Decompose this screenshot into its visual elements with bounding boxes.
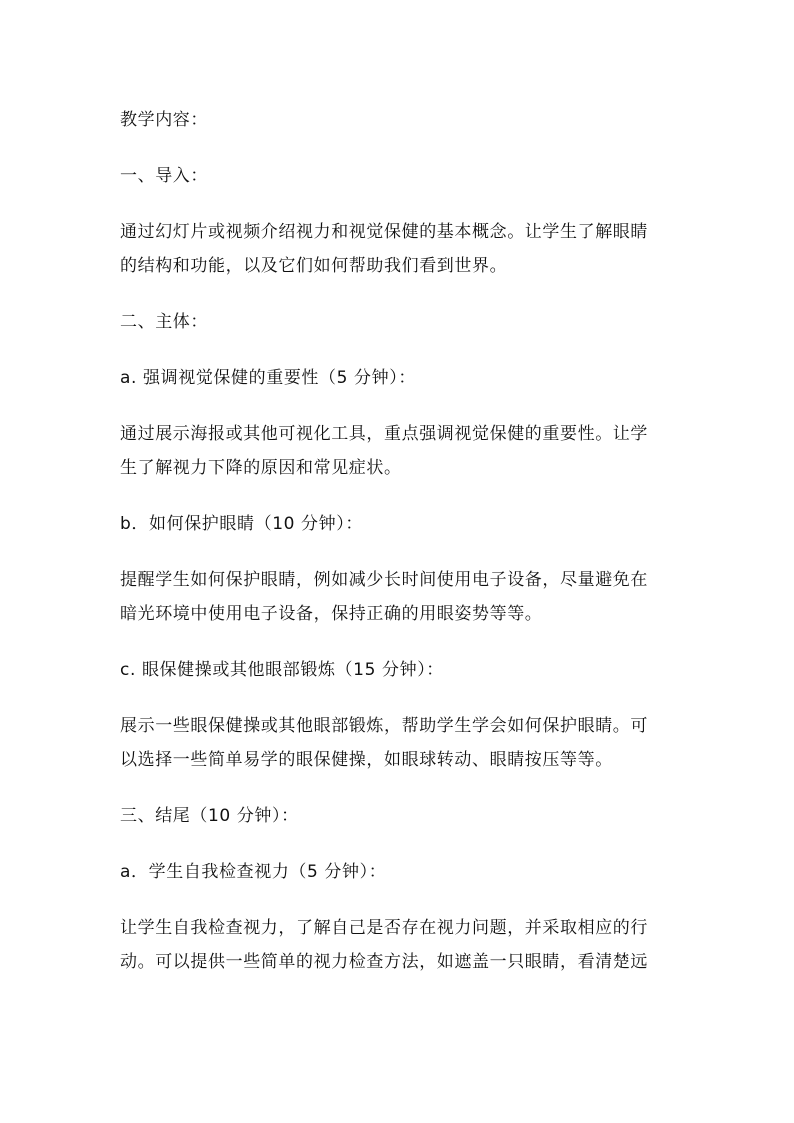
paragraph-protect-eyes [120, 563, 680, 631]
subheading-c-eye-exercises: c. 眼保健操或其他眼部锻炼（15 分钟）： [120, 660, 444, 680]
paragraph-self-check [120, 911, 680, 979]
paragraph-line: 提醒学生如何保护眼睛，例如减少长时间使用电子设备，尽量避免在 [120, 570, 648, 590]
paragraph-eye-exercises [120, 709, 680, 777]
subheading-a-self-check: a．学生自我检查视力（5 分钟）： [120, 862, 387, 882]
paragraph-introduction [120, 215, 680, 283]
section-heading-teaching-content: 教学内容： [120, 110, 208, 130]
section-heading-introduction: 一、导入： [120, 166, 208, 186]
paragraph-line: 让学生自我检查视力，了解自己是否存在视力问题，并采取相应的行 [120, 918, 648, 938]
paragraph-line: 通过展示海报或其他可视化工具，重点强调视觉保健的重要性。让学 [120, 424, 648, 444]
section-heading-conclusion: 三、结尾（10 分钟）： [120, 806, 299, 826]
section-heading-main-body: 二、主体： [120, 312, 208, 332]
paragraph-line: 的结构和功能，以及它们如何帮助我们看到世界。 [120, 256, 508, 276]
paragraph-importance [120, 417, 680, 485]
paragraph-line: 通过幻灯片或视频介绍视力和视觉保健的基本概念。让学生了解眼睛 [120, 222, 648, 242]
document-body [120, 103, 680, 1001]
paragraph-line: 以选择一些简单易学的眼保健操，如眼球转动、眼睛按压等等。 [120, 750, 613, 770]
subheading-a-importance: a. 强调视觉保健的重要性（5 分钟）： [120, 368, 416, 388]
subheading-b-protect-eyes: b．如何保护眼睛（10 分钟）： [120, 514, 363, 534]
paragraph-line: 动。可以提供一些简单的视力检查方法，如遮盖一只眼睛，看清楚远 [120, 952, 648, 972]
paragraph-line: 生了解视力下降的原因和常见症状。 [120, 458, 402, 478]
paragraph-line: 暗光环境中使用电子设备，保持正确的用眼姿势等等。 [120, 604, 543, 624]
paragraph-line: 展示一些眼保健操或其他眼部锻炼，帮助学生学会如何保护眼睛。可 [120, 716, 648, 736]
